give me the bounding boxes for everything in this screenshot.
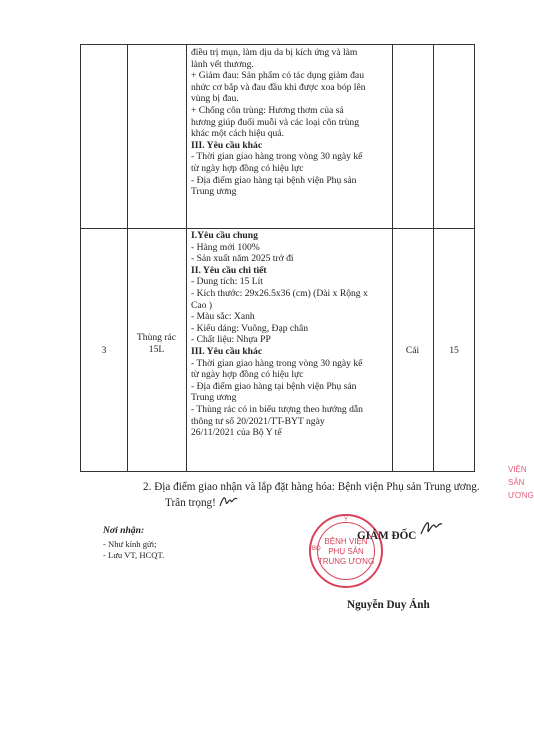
edge-stamp-text: VIỆN bbox=[508, 465, 527, 474]
spec-line: - Dung tích: 15 Lít bbox=[191, 276, 263, 288]
recipients-list bbox=[103, 539, 164, 560]
signer-name: Nguyễn Duy Ánh bbox=[347, 599, 430, 611]
stamp-text: BỆNH VIỆN bbox=[324, 537, 368, 546]
row-number: 3 bbox=[101, 345, 107, 356]
spec-line: vùng bị đau. bbox=[191, 93, 239, 105]
items-table bbox=[80, 44, 475, 472]
recipient-item: - Lưu VT, HCQT. bbox=[103, 549, 165, 560]
column-divider bbox=[127, 45, 128, 471]
spec-line: khác một cách hiệu quả. bbox=[191, 128, 284, 140]
official-stamp bbox=[309, 514, 383, 588]
spec-line: - Thời gian giao hàng trong vòng 30 ngày kể bbox=[191, 357, 363, 369]
spec-line: II. Yêu cầu chi tiết bbox=[191, 264, 267, 276]
unit-cell: Cái bbox=[405, 345, 420, 356]
director-signature-icon bbox=[418, 516, 444, 538]
quantity-cell: 15 bbox=[449, 345, 459, 356]
spec-line: - Sản xuất năm 2025 trở đi bbox=[191, 253, 294, 265]
edge-stamp bbox=[508, 463, 534, 502]
spec-line: - Kích thước: 29x26.5x36 (cm) (Dài x Rộng x bbox=[191, 287, 368, 299]
recipient-item: - Như kính gửi; bbox=[103, 539, 157, 549]
row-divider bbox=[81, 228, 474, 229]
spec-line: - Địa điểm giao hàng tại bệnh viện Phụ sản bbox=[191, 174, 357, 186]
column-divider bbox=[186, 45, 187, 471]
spec-line: + Chống côn trùng: Hương thơm của sả bbox=[191, 104, 344, 116]
spec-line: từ ngày hợp đồng có hiệu lực bbox=[191, 369, 304, 381]
column-divider bbox=[433, 45, 434, 471]
spec-line: thông tư số 20/2021/TT-BYT ngày bbox=[191, 415, 325, 427]
item-name-line: Thùng rác bbox=[136, 332, 177, 343]
edge-stamp-text: SẢN bbox=[508, 478, 525, 487]
spec-line: từ ngày hợp đồng có hiệu lực bbox=[191, 162, 304, 174]
spec-line: 26/11/2021 của Bộ Y tế bbox=[191, 427, 282, 439]
spec-line: - Kiểu dáng: Vuông, Đạp chân bbox=[191, 322, 309, 334]
stamp-text: TRUNG ƯƠNG bbox=[317, 557, 375, 566]
spec-line: hương giúp đuổi muỗi và các loại côn trùng bbox=[191, 116, 360, 128]
spec-line: - Chất liệu: Nhựa PP bbox=[191, 334, 271, 346]
initials-signature-icon bbox=[218, 493, 240, 509]
delivery-location-text: 2. Địa điểm giao nhận và lắp đặt hàng hóa: Bệnh viện Phụ sản Trung ương. bbox=[143, 481, 480, 493]
closing-text: Trân trọng! bbox=[165, 497, 216, 509]
item-name bbox=[127, 332, 186, 355]
item-name-line: 15L bbox=[148, 343, 165, 355]
spec-line: Trung ương bbox=[191, 392, 237, 404]
spec-line: nhức cơ bắp và đau đầu khi được xoa bóp lên bbox=[191, 81, 366, 93]
spec-cell-prev bbox=[191, 47, 389, 198]
spec-line: lành vết thương. bbox=[191, 58, 254, 70]
spec-line: - Thùng rác có in biểu tượng theo hướng dẫn bbox=[191, 403, 363, 415]
spec-line: III. Yêu cầu khác bbox=[191, 139, 263, 151]
spec-cell bbox=[191, 230, 389, 439]
edge-stamp-text: ƯƠNG bbox=[508, 491, 534, 500]
spec-line: + Giảm đau: Sản phẩm có tác dụng giảm đau bbox=[191, 70, 364, 82]
spec-line: - Hàng mới 100% bbox=[191, 241, 260, 253]
spec-line: Cao ) bbox=[191, 299, 213, 311]
recipients-title: Nơi nhận: bbox=[103, 525, 145, 536]
spec-line: III. Yêu cầu khác bbox=[191, 345, 263, 357]
column-divider bbox=[392, 45, 393, 471]
signature-title: GIÁM ĐỐC bbox=[357, 530, 417, 542]
spec-line: - Thời gian giao hàng trong vòng 30 ngày kể bbox=[191, 151, 363, 163]
stamp-side-text: BỘ bbox=[312, 546, 321, 552]
spec-line: điều trị mụn, làm dịu da bị kích ứng và làm bbox=[191, 47, 358, 58]
stamp-edge-text: Y bbox=[343, 517, 348, 523]
stamp-text: PHỤ SẢN bbox=[328, 547, 364, 556]
spec-line: Trung ương bbox=[191, 186, 237, 198]
spec-line: I.Yêu cầu chung bbox=[191, 230, 258, 241]
spec-line: - Màu sắc: Xanh bbox=[191, 311, 255, 323]
spec-line: - Địa điểm giao hàng tại bệnh viện Phụ sản bbox=[191, 380, 357, 392]
